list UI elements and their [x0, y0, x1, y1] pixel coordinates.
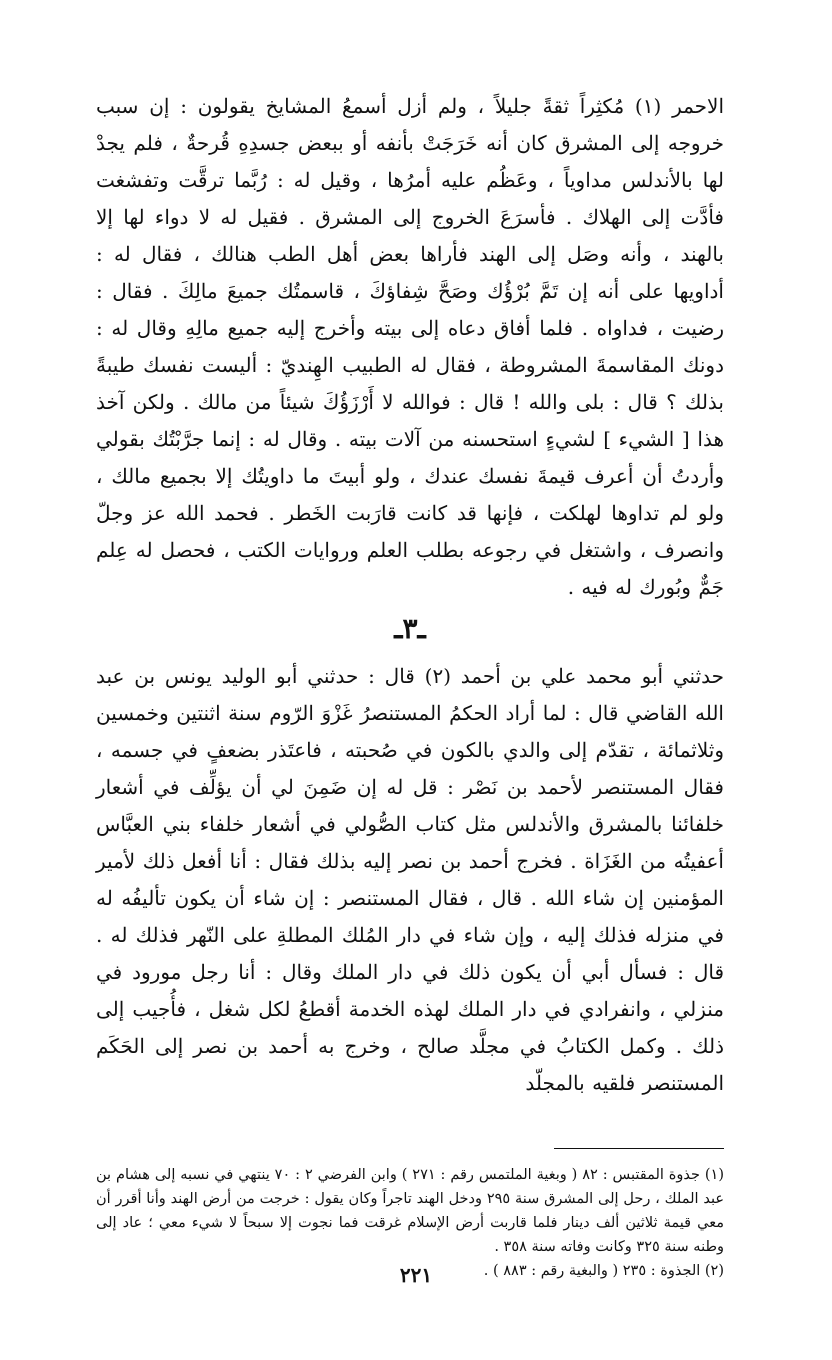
section-number	[96, 612, 724, 646]
section-number-text: ـ٣ـ	[394, 612, 426, 645]
body-paragraph-2: حدثني أبو محمد علي بن أحمد (٢) قال : حدثني أبو الوليد يونس بن عبد الله القاضي قال : لما أراد الحكمُ المستنصرُ غَزْوَ الرّوم سنة اثنتين وخمسين وثلاثمائة ، تقدّم إلى والدي بالكون في صُحبته ، فاعتَذر بضعفٍ في جسمه ، فقال المستنصر لأحمد بن نَصْر : قل له إن ضَمِنَ لي أن يؤلِّف في أشعار خلفائنا بالمشرق والأندلس مثل كتاب الصُّولي في أشعار خلفاء بني العبَّاس أعفيتُه من الغَزَاة . فخرج أحمد بن نصر إليه بذلك فقال : أنا أفعل ذلك لأمير المؤمنين إن شاء الله . قال ، فقال المستنصر : إن شاء أن يكون تأليفُه له في منزله فذلك إليه ، وإن شاء في دار المُلك المطلةِ على النّهر فذلك له . قال : فسأل أبي أن يكون ذلك في دار الملك وقال : أنا رجل مورود في منزلي ، وانفرادي في دار الملك لهذه الخدمة أقطعُ لكل شغل ، فأُجيب إلى ذلك . وكمل الكتابُ في مجلَّد صالح ، وخرج به أحمد بن نصر إلى الحَكَم المستنصر فلقيه بالمجلّد	[96, 664, 724, 1095]
document-page	[96, 88, 724, 1298]
page-number: ٢٢١	[399, 1263, 433, 1287]
footnote-1: (١) جذوة المقتبس : ٨٢ ( وبغية الملتمس رقم : ٢٧١ ) وابن الفرضي ٢ : ٧٠ ينتهي في نسبه إلى هشام بن عبد الملك ، رحل إلى المشرق سنة ٢٩٥ ودخل الهند تاجراً وكان يقول : خرجت من أرض الهند وأنا أقرر أن معي قيمة ثلاثين ألف دينار فلما قاربت أرض الإسلام غرقت فما نجوت إلا سبحاً لا شيء معي ؛ عاد إلى وطنه سنة ٣٢٥ وكانت وفاته سنة ٣٥٨ .	[96, 1167, 724, 1255]
footnote-2: (٢) الجذوة : ٢٣٥ ( والبغية رقم : ٨٨٣ ) .	[483, 1263, 724, 1279]
body-paragraph-1: الاحمر (١) مُكثِراً ثقةً جليلاً ، ولم أزل أسمعُ المشايخ يقولون : إن سبب خروجه إلى المشرق كان أنه خَرَجَتْ بأنفه أو ببعض جسدِهِ قُرحةٌ ، فلم يجدْ لها بالأندلس مداوياً ، وعَظُم عليه أمرُها ، وقيل له : رُبَّما ترقَّت وتفشغت فأدَّت إلى الهلاك . فأسرَعَ الخروج إلى المشرق . فقيل له لا دواء لها إلا بالهند ، وأنه وصَل إلى الهند فأراها بعض أهل الطب هنالك ، فقال له : أداويها على أنه إن تَمَّ بُرْؤُك وصَحَّ شِفاؤكَ ، قاسمتُك جميعَ مالِكَ . فقال : رضيت ، فداواه . فلما أفاق دعاه إلى بيته وأخرج إليه جميع مالِهِ وقال له : دونك المقاسمةَ المشروطة ، فقال له الطبيب الهِنديّ : أليست نفسك طيبةً بذلك ؟ قال : بلى والله ! قال : فوالله لا أَرْزَؤُكَ شيئاً من مالك . ولكن آخذ هذا [ الشيء ] لشيءٍ استحسنه من آلات بيته . وقال له : إنما جرَّبْتُك بقولي وأردتُ أن أعرف قيمةَ نفسك عندك ، ولو أبيتَ ما داويتُك إلا بجميع مالك ، ولو لم تداوها لهلكت ، فإنها قد كانت قارَبت الخَطر . فحمد الله عز وجلّ وانصرف ، واشتغل في رجوعه بطلب العلم وروايات الكتب ، فحصل له عِلم جَمٌّ وبُورك له فيه .	[96, 94, 724, 599]
footnote-divider	[554, 1148, 724, 1149]
